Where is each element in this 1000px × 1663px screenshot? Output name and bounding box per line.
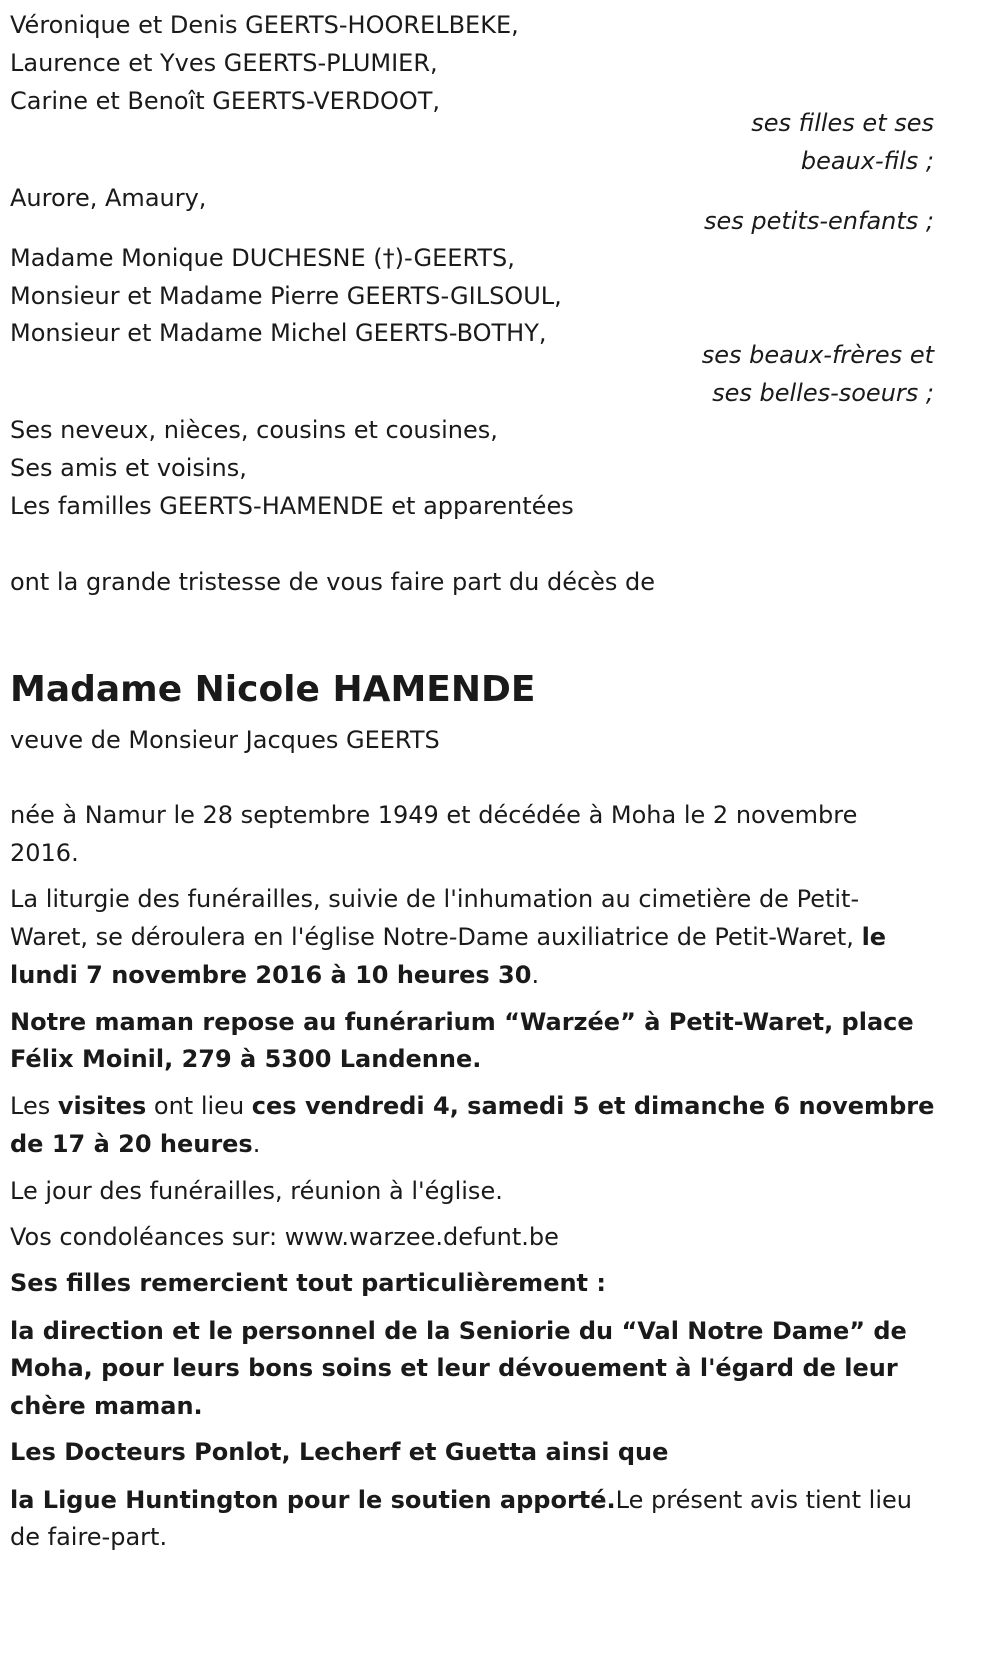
daughter-line-2: Laurence et Yves GEERTS-PLUMIER, — [10, 49, 438, 77]
others-line-3: Les familles GEERTS-HAMENDE et apparentées — [10, 492, 574, 520]
liturgy-line-2 — [10, 922, 886, 952]
daughters-role-line-2: beaux-fils ; — [800, 147, 934, 175]
liturgy-date: lundi 7 novembre 2016 à 10 heures 30 — [10, 961, 532, 989]
inlaws-role-line-1: ses beaux-frères et — [701, 341, 934, 369]
cross-icon: † — [382, 244, 395, 272]
visits-line-2 — [10, 1129, 260, 1159]
inlaw-line-2: Monsieur et Madame Pierre GEERTS-GILSOUL, — [10, 282, 562, 310]
visits-hours: de 17 à 20 heures — [10, 1130, 253, 1158]
deceased-name: Madame Nicole HAMENDE — [10, 669, 536, 710]
meeting-line: Le jour des funérailles, réunion à l'église. — [10, 1177, 503, 1205]
closing-part-1: Le présent avis tient lieu — [615, 1486, 912, 1514]
closing-part-2: de faire-part. — [10, 1523, 168, 1551]
daughter-line-1: Véronique et Denis GEERTS-HOORELBEKE, — [10, 11, 519, 39]
thanks-seniorie-line-1: la direction et le personnel de la Seniorie du “Val Notre Dame” de — [10, 1317, 907, 1345]
visits-end: . — [252, 1130, 261, 1158]
daughter-line-3: Carine et Benoît GEERTS-VERDOOT, — [10, 87, 441, 115]
visits-ont-lieu: ont lieu — [146, 1092, 252, 1120]
grandchildren-line: Aurore, Amaury, — [10, 184, 207, 212]
thanks-doctors: Les Docteurs Ponlot, Lecherf et Guetta ainsi que — [10, 1438, 669, 1466]
thanks-ligue-line — [10, 1485, 912, 1515]
condolences-line: Vos condoléances sur: www.warzee.defunt.be — [10, 1223, 559, 1251]
daughters-role-line-1: ses filles et ses — [751, 109, 934, 137]
others-line-1: Ses neveux, nièces, cousins et cousines, — [10, 416, 498, 444]
liturgy-line-1: La liturgie des funérailles, suivie de l'inhumation au cimetière de Petit- — [10, 885, 860, 913]
announcement: ont la grande tristesse de vous faire part du décès de — [10, 568, 656, 596]
visits-days: ces vendredi 4, samedi 5 et dimanche 6 novembre — [251, 1092, 935, 1120]
inlaw-1-suffix: )-GEERTS, — [394, 244, 515, 272]
inlaw-1-prefix: Madame Monique DUCHESNE ( — [10, 244, 383, 272]
funerarium-line-2: Félix Moinil, 279 à 5300 Landenne. — [10, 1045, 482, 1073]
inlaw-line-3: Monsieur et Madame Michel GEERTS-BOTHY, — [10, 319, 547, 347]
inlaws-role-line-2: ses belles-soeurs ; — [712, 379, 934, 407]
inlaw-line-1 — [10, 243, 515, 273]
liturgy-line-3-end: . — [531, 961, 540, 989]
others-line-2: Ses amis et voisins, — [10, 454, 247, 482]
liturgy-line-3 — [10, 960, 539, 990]
birth-death-line-2: 2016. — [10, 839, 79, 867]
visits-les: Les — [10, 1092, 58, 1120]
thanks-intro: Ses filles remercient tout particulièrement : — [10, 1269, 606, 1297]
visits-word: visites — [57, 1092, 147, 1120]
thanks-seniorie-line-2: Moha, pour leurs bons soins et leur dévouement à l'égard de leur — [10, 1354, 898, 1382]
liturgy-line-2-text: Waret, se déroulera en l'église Notre-Dame auxiliatrice de Petit-Waret, — [10, 923, 862, 951]
thanks-ligue: la Ligue Huntington pour le soutien apporté. — [10, 1486, 616, 1514]
thanks-seniorie-line-3: chère maman. — [10, 1392, 203, 1420]
liturgy-line-2-bold: le — [861, 923, 887, 951]
birth-death-line-1: née à Namur le 28 septembre 1949 et décédée à Moha le 2 novembre — [10, 801, 858, 829]
grandchildren-role: ses petits-enfants ; — [703, 207, 934, 235]
widow-of: veuve de Monsieur Jacques GEERTS — [10, 726, 440, 754]
funerarium-line-1: Notre maman repose au funérarium “Warzée” à Petit-Waret, place — [10, 1008, 914, 1036]
visits-line-1 — [10, 1091, 934, 1121]
